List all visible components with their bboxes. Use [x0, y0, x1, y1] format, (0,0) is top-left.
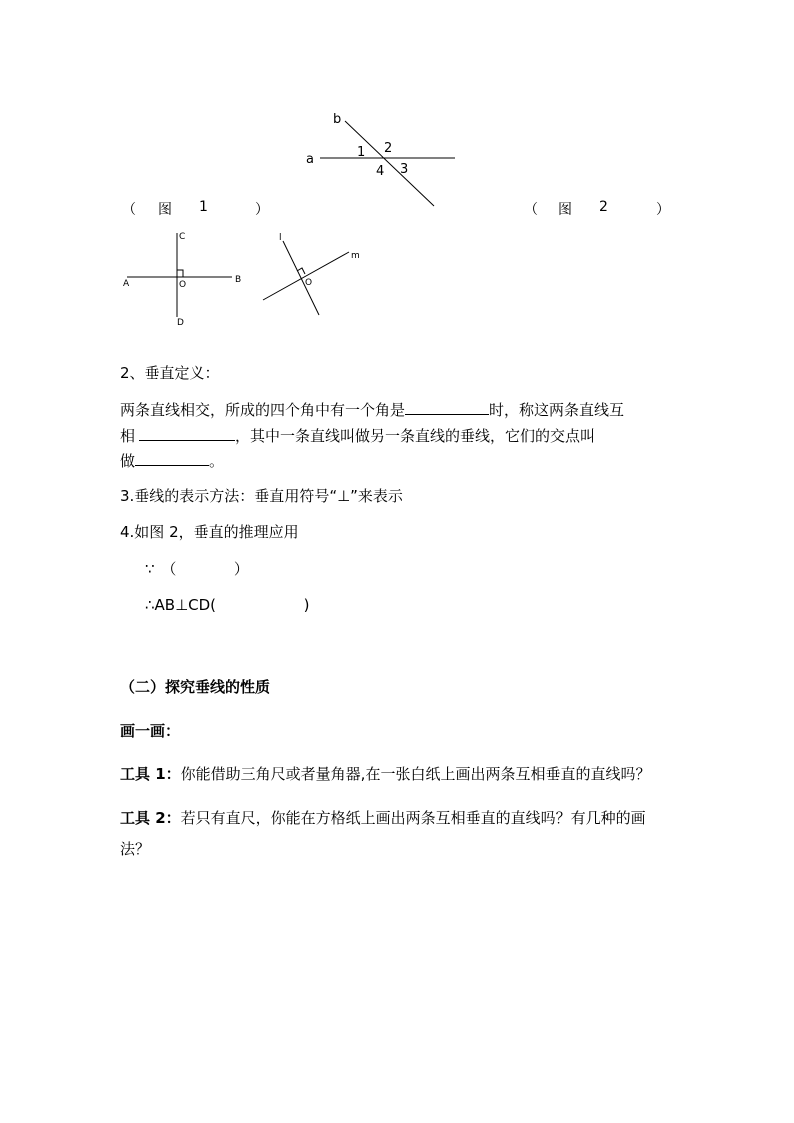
therefore-close-paren: ) — [303, 596, 310, 614]
because-close-paren: ） — [233, 560, 249, 578]
perpendicular-ab-cd-figure — [115, 225, 255, 335]
angle-2-label: 2 — [384, 141, 393, 156]
caption-fig1-close: ） — [255, 202, 269, 218]
tool-1-question — [120, 763, 650, 784]
point-o-label-2: O — [305, 278, 313, 288]
tool-2-text-1: 若只有直尺，你能在方格纸上画出两条互相垂直的直线吗？有几种的画 — [180, 809, 646, 827]
caption-fig2-close: ） — [656, 202, 670, 218]
caption-fig1-number: 1 — [199, 199, 208, 215]
tool-1-text: 你能借助三角尺或者量角器,在一张白纸上画出两条互相垂直的直线吗？ — [180, 765, 651, 783]
blank-foot[interactable] — [135, 451, 209, 466]
intersecting-lines-figure — [300, 105, 470, 215]
line-m — [263, 252, 349, 300]
section-2-heading: 2、垂直定义： — [120, 364, 220, 382]
angle-3-label: 3 — [400, 162, 409, 177]
label-a: a — [306, 152, 314, 167]
caption-fig2-word: 图 — [558, 202, 572, 218]
definition-text-1a: 两条直线相交，所成的四个角中有一个角是 — [120, 401, 406, 419]
therefore-line — [145, 596, 309, 614]
therefore-text: ∴AB⊥CD( — [145, 596, 217, 614]
line-l — [283, 241, 319, 315]
caption-fig1-word: 图 — [158, 202, 172, 218]
angle-4-label: 4 — [376, 164, 385, 179]
because-open-paren: （ — [161, 560, 177, 578]
point-d-label: D — [177, 318, 184, 328]
definition-text-2b: ，其中一条直线叫做另一条直线的垂线，它们的交点叫 — [235, 427, 596, 445]
item-4-application: 4.如图 2，垂直的推理应用 — [120, 523, 299, 541]
caption-fig2-open: （ — [524, 202, 538, 218]
line-b — [345, 121, 434, 206]
part-2-heading-text: （二）探究垂线的性质 — [120, 678, 271, 696]
perpendicular-l-m-figure — [255, 225, 370, 320]
because-symbol: ∵ — [145, 560, 155, 578]
definition-line-1 — [120, 399, 624, 420]
point-a-label: A — [123, 279, 130, 289]
definition-text-3a: 做 — [120, 452, 136, 470]
draw-heading — [120, 720, 180, 741]
blank-angle[interactable] — [405, 400, 489, 415]
point-o-label: O — [179, 280, 187, 290]
definition-line-3 — [120, 450, 224, 471]
blank-relation[interactable] — [139, 426, 235, 441]
part-2-heading — [120, 676, 270, 697]
because-line — [145, 558, 249, 579]
definition-text-1b: 时，称这两条直线互 — [489, 401, 625, 419]
item-3-notation: 3.垂线的表示方法：垂直用符号“⊥”来表示 — [120, 487, 403, 505]
label-b: b — [333, 112, 342, 127]
point-c-label: C — [179, 232, 186, 242]
line-l-label: l — [279, 233, 282, 243]
tool-2-label: 工具 2： — [120, 809, 181, 827]
caption-fig2-number: 2 — [599, 199, 608, 215]
definition-text-3b: 。 — [209, 452, 225, 470]
tool-1-label: 工具 1： — [120, 765, 181, 783]
definition-line-2 — [120, 425, 595, 446]
caption-fig1-open: （ — [122, 202, 136, 218]
angle-1-label: 1 — [357, 145, 366, 160]
point-b-label: B — [235, 275, 242, 285]
tool-2-question-cont: 法？ — [120, 840, 151, 858]
tool-2-question — [120, 807, 646, 828]
line-m-label: m — [351, 251, 360, 261]
right-angle-mark — [177, 270, 183, 277]
draw-heading-text: 画一画： — [120, 722, 181, 740]
definition-text-2a: 相 — [120, 427, 136, 445]
